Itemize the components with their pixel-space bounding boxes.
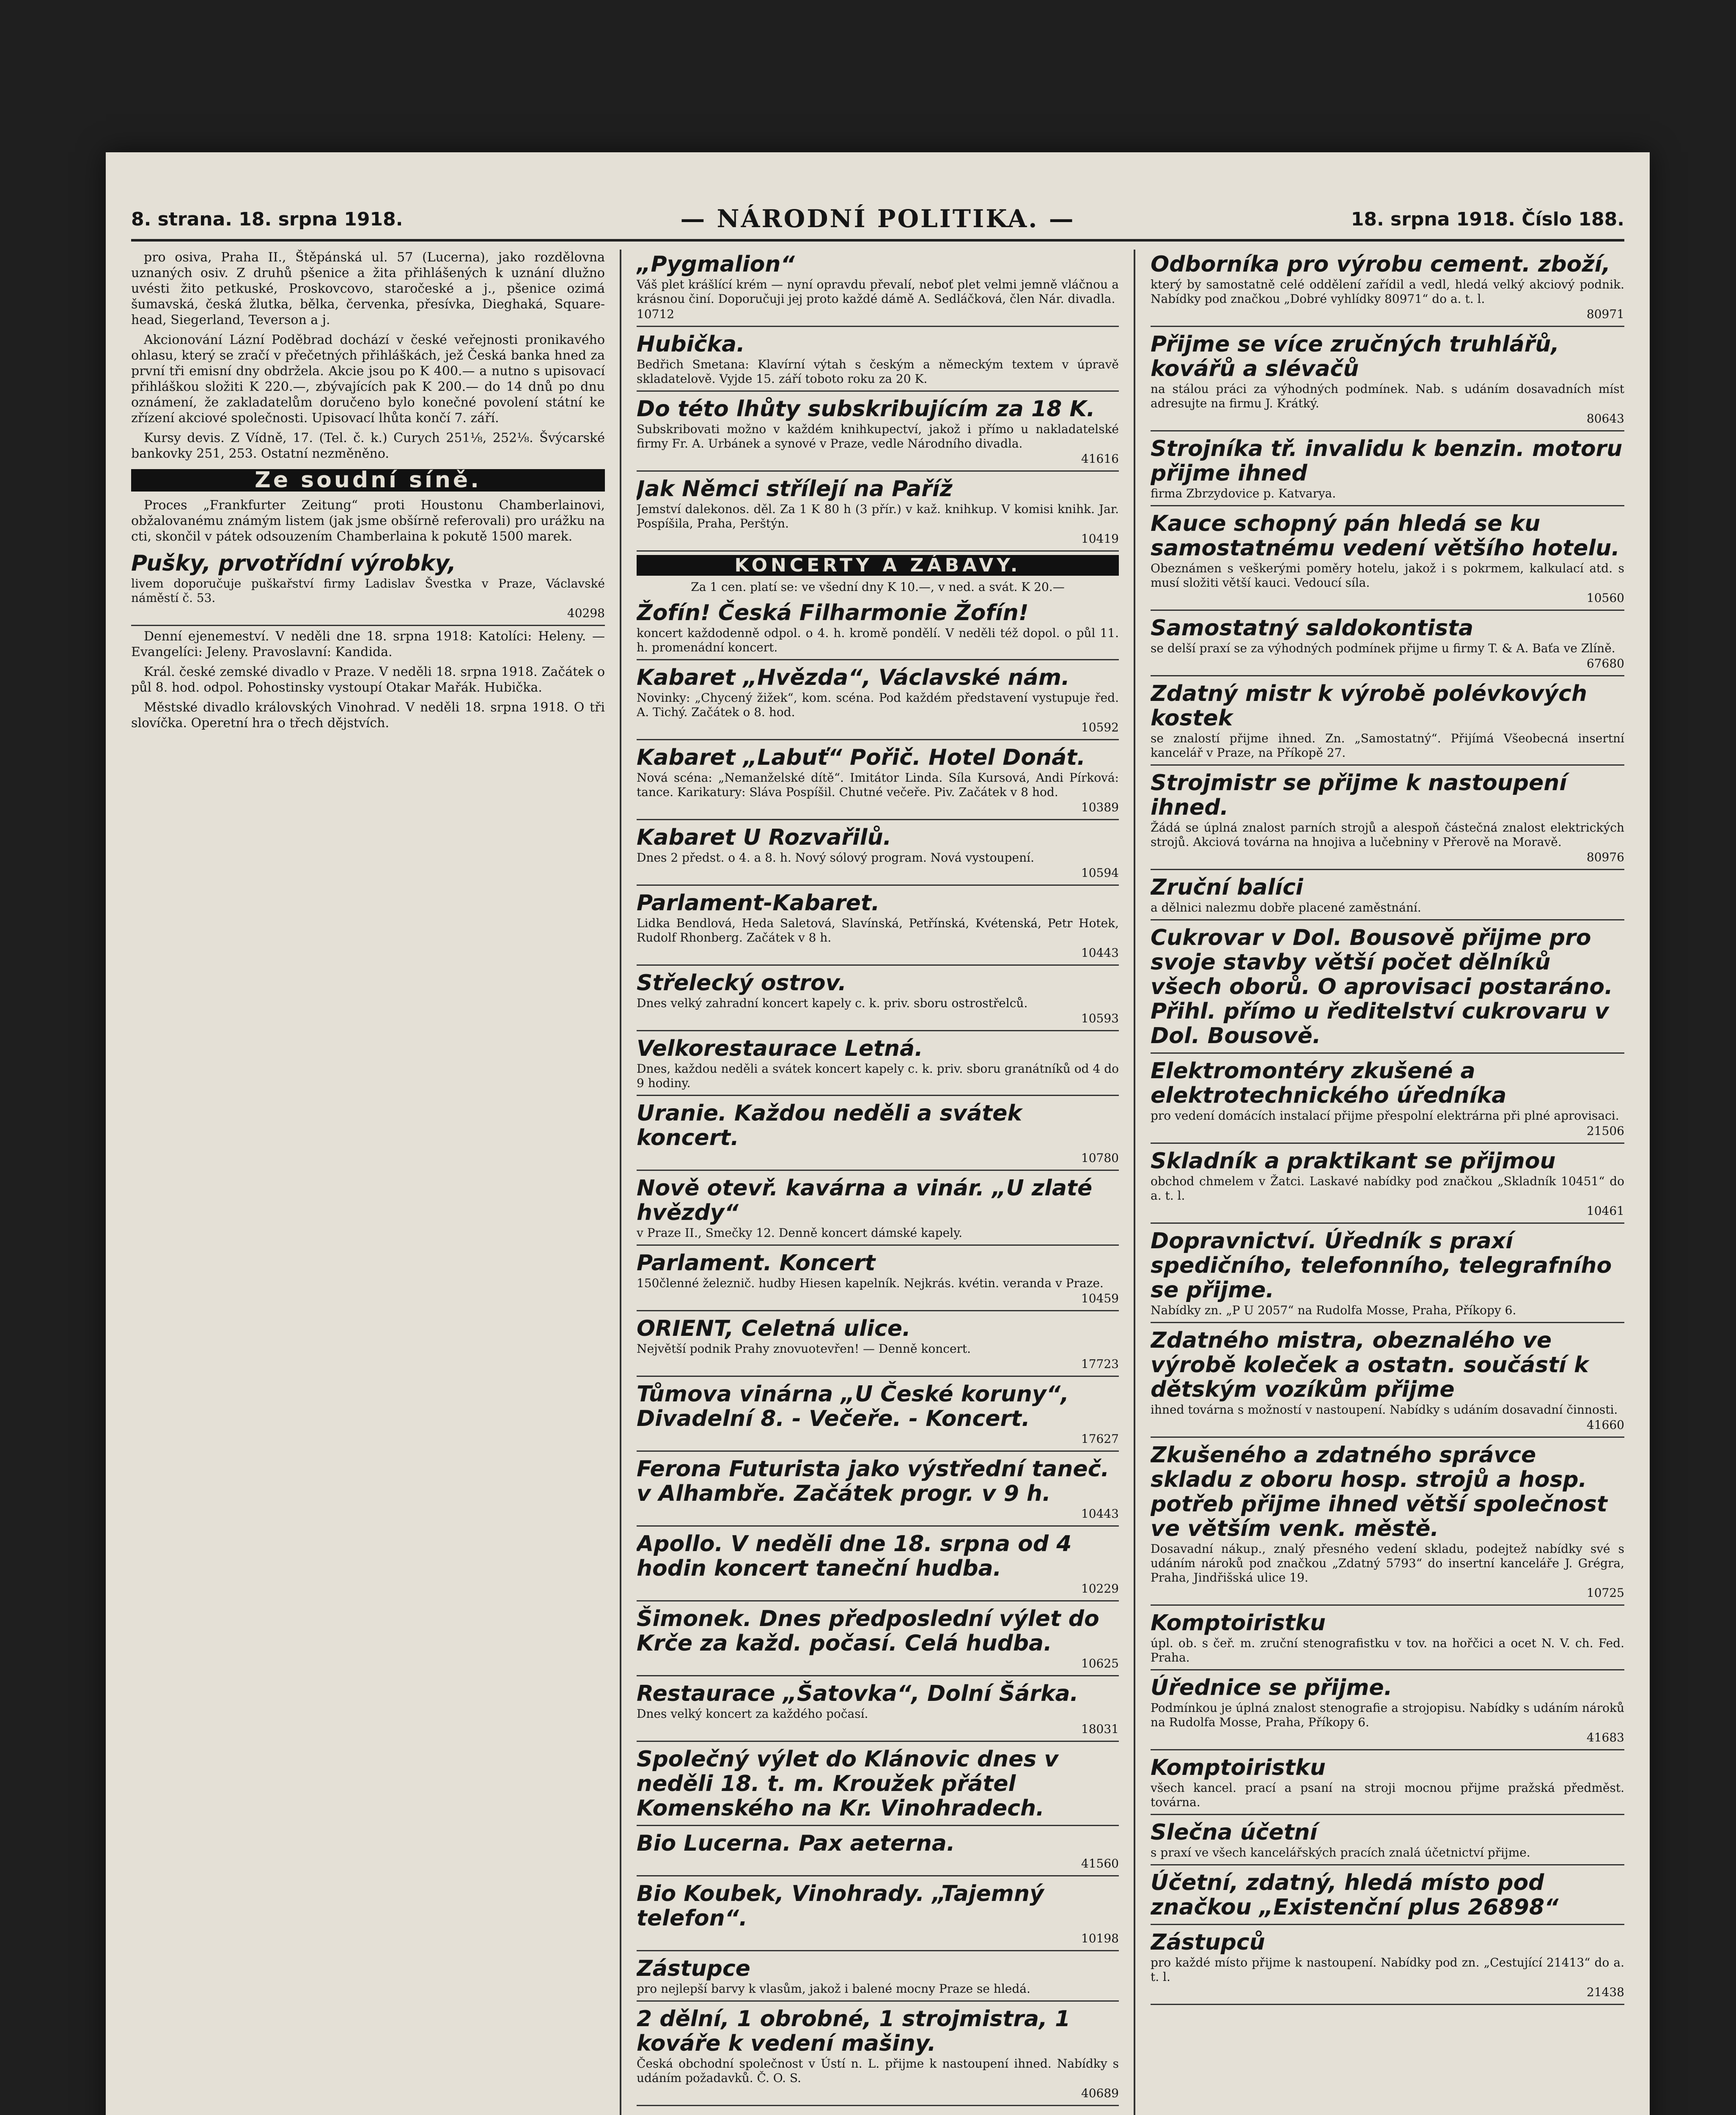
ad-title: Apollo. V neděli dne 18. srpna od 4 hodin koncert taneční hudba. [637,1531,1072,1581]
advertisement [1151,613,1624,676]
ad-code: 10780 [1081,1151,1119,1165]
advertisement [1151,923,1624,1054]
advertisement [1151,1326,1624,1438]
ad-title: Slečna účetní [1151,1820,1318,1845]
advertisement [1151,1146,1624,1224]
advertisement [637,1173,1119,1246]
ad-code: 67680 [1586,656,1624,670]
advertisement [1151,1818,1624,1865]
ad-code: 10712 [637,307,675,321]
ad-body: Novinky: „Chycený žižek“, kom. scéna. Pod každém představení vystupuje řed. A. Tichý. Začátek o 8. hod. [637,691,1119,719]
advertisement [637,1314,1119,1377]
ad-title: Parlament-Kabaret. [637,890,880,916]
ad-title: Šimonek. Dnes předposlední výlet do Krče za každ. počasí. Celá hudba. [637,1606,1099,1656]
advertisement [637,1454,1119,1527]
ad-code: 80643 [1586,412,1624,426]
ad-body: se znalostí přijme ihned. Zn. „Samostatný“. Přijímá Všeobecná insertní kancelář v Praze, na Příkopě 27. [1151,731,1624,760]
advertisement [637,1744,1119,1826]
ad-code: 41560 [1081,1857,1119,1871]
ad-title: Zástupce [637,1956,750,1981]
advertisement [131,549,605,626]
ad-body: Obeznámen s veškerými poměry hotelu, jakož i s pokrmem, kalkulací atd. s musí složiti větší kauci. Vedoucí síla. [1151,561,1624,590]
ad-body: livem doporučuje puškařství firmy Ladislav Švestka v Praze, Václavské náměstí č. 53. [131,577,605,605]
advertisement [637,1879,1119,1951]
ad-body: Dosavadní nákup., znalý přesného vedení skladu, podejtež nabídky své s udáním nároků pod značkou „Zdatný 5793“ do insertní kanceláře J. Grégra, Praha, Jindřišská ulice 19. [1151,1542,1624,1585]
advertisement [1151,250,1624,327]
ad-title: 2 dělní, 1 obrobné, 1 strojmistra, 1 kováře k vedení mašiny. [637,2006,1071,2056]
ad-title: „Pygmalion“ [637,252,795,277]
ad-body: 150členné železnič. hudby Hiesen kapelník. Nejkrás. kvétin. veranda v Praze. [637,1276,1104,1290]
ad-title: Zkušeného a zdatného správce skladu z oboru hosp. strojů a hosp. potřeb přijme ihned větší společnost ve větším venk. městě. [1151,1442,1607,1541]
column-2 [637,250,1119,2115]
ad-title: Jak Němci střílejí na Paříž [637,476,953,502]
ad-code: 10593 [1081,1011,1119,1025]
ad-code: 10389 [1081,800,1119,814]
ad-body: Nová scéna: „Nemanželské dítě“. Imitátor Linda. Síla Kursová, Andi Pírková: tance. Karikatury: Sláva Pospíšil. Chutné večeře. Piv. Začátek v 8 hod. [637,771,1119,799]
ad-title: Skladník a praktikant se přijmou [1151,1148,1556,1174]
ad-title: Účetní, zdatný, hledá místo pod značkou „Existenční plus 26898“ [1151,1870,1559,1920]
ad-title: Zdatný mistr k výrobě polévkových kostek [1151,681,1587,731]
ad-title: Strojmistr se přijme k nastoupení ihned. [1151,770,1567,820]
rate-note: Za 1 cen. platí se: ve všední dny K 10.—, v ned. a svát. K 20.— [691,580,1065,594]
ad-body: pro každé místo přijme k nastoupení. Nabídky pod zn. „Cestující 21413“ do a. t. l. [1151,1956,1624,1984]
ad-title: Komptoiristku [1151,1755,1326,1780]
advertisement [637,2004,1119,2106]
ad-title: Bio Koubek, Vinohrady. „Tajemný telefon“. [637,1881,1044,1931]
ad-code: 80971 [1586,307,1624,321]
ad-title: Parlament. Koncert [637,1250,876,1276]
ad-body: Podmínkou je úplná znalost stenografie a strojopisu. Nabídky s udáním nároků na Rudolfa Mosse, Praha, Příkopy 6. [1151,1701,1624,1729]
advertisement [637,663,1119,740]
ad-body: koncert každodenně odpol. o 4. h. kromě pondělí. V neděli též dopol. o půl 11. h. promenádní koncert. [637,626,1119,654]
ad-title: Kabaret U Rozvařilů. [637,825,892,850]
ad-title: Kabaret „Hvězda“, Václavské nám. [637,665,1070,690]
ad-body: ihned továrna s možností v nastoupení. Nabídky s udáním dosavadní činnosti. [1151,1403,1618,1417]
section-band: KONCERTY A ZÁBAVY. [637,555,1119,576]
ad-code: 10459 [1081,1291,1119,1305]
advertisement [637,1604,1119,1676]
column-3 [1151,250,1624,2115]
column-divider [620,250,621,2115]
advertisement [1151,1868,1624,1925]
ad-code: 80976 [1586,850,1624,864]
ad-body: Dnes 2 předst. o 4. a 8. h. Nový sólový program. Nová vystoupení. [637,851,1034,865]
ad-body: a dělnici nalezmu dobře placené zaměstnání. [1151,901,1421,915]
ad-code: 10461 [1586,1204,1624,1218]
ad-body: v Praze II., Smečky 12. Denně koncert dámské kapely. [637,1226,963,1240]
ad-body: který by samostatně celé oddělení zařídil a vedl, hledá velký akciový podnik. Nabídky pod značkou „Dobré vyhlídky 80971“ do a. t. l. [1151,277,1624,306]
ad-code: 41616 [1081,452,1119,466]
column-divider [1134,250,1135,2115]
advertisement [1151,1753,1624,1815]
newspaper-page [106,152,1650,2115]
advertisement [637,1529,1119,1601]
ad-body: úpl. ob. s čeř. m. zruční stenografistku v tov. na hořčici a ocet N. V. ch. Fed. Praha. [1151,1636,1624,1665]
advertisement [637,330,1119,392]
article-paragraph: Akcionování Lázní Poděbrad dochází v české veřejnosti pronikavého ohlasu, který se zračí v přečetných přihláškách, jež Česká banka hned za první tři emisní dny obdržela. Akcie jsou po K 400.— a nutno s upisovací přihláškou složiti K 220.—, zbývajících pak K 200.— do 14 dnů po dnu oznámení, že zakladatelům doručeno bylo konečné povolení státní ke zřízení akciové společnosti. Upisovací lhůta končí 7. září. [131,332,605,426]
ad-code: 40689 [1081,2086,1119,2100]
header-page-number: 8. strana. 18. srpna 1918. [131,209,403,230]
advertisement [637,1099,1119,1171]
ad-title: Elektromontéry zkušené a elektrotechnického úředníka [1151,1058,1507,1108]
ad-body: Česká obchodní společnost v Ústí n. L. přijme k nastoupení ihned. Nabídky s udáním požadavků. Č. O. S. [637,2057,1119,2085]
article-paragraph: Denní ejenemeství. V neděli dne 18. srpna 1918: Katolíci: Heleny. — Evangelíci: Jeleny. Pravoslavní: Kandida. [131,629,605,659]
ad-title: Uranie. Každou neděli a svátek koncert. [637,1101,1022,1151]
advertisement [1151,330,1624,431]
ad-body: Lidka Bendlová, Heda Saletová, Slavínská, Petřínská, Kvétenská, Petr Hotek, Rudolf Rhonberg. Začátek v 8 h. [637,916,1119,945]
ad-title: Odborníka pro výrobu cement. zboží, [1151,252,1611,277]
advertisement [637,474,1119,552]
advertisement [637,250,1119,327]
ad-title: Bio Lucerna. Pax aeterna. [637,1831,955,1856]
ad-code: 41660 [1586,1418,1624,1432]
ad-code: 10229 [1081,1582,1119,1596]
ad-title: Nově otevř. kavárna a vinár. „U zlaté hvězdy“ [637,1176,1093,1225]
ad-code: 10443 [1081,1507,1119,1521]
advertisement [637,1679,1119,1742]
ad-code: 17627 [1081,1432,1119,1446]
ad-title: Hubička. [637,332,745,357]
ad-body: všech kancel. prací a psaní na stroji mocnou přijme pražská předměst. továrna. [1151,1781,1624,1809]
ad-body: Největší podnik Prahy znovuotevřen! — Denně koncert. [637,1342,971,1356]
article-paragraph: Městské divadlo královských Vinohrad. V neděli 18. srpna 1918. O tři slovíčka. Operetní hra o třech dějstvích. [131,700,605,731]
ad-body: pro vedení domácích instalací přijme přespolní elektrárna při plné aprovisaci. [1151,1109,1619,1123]
ad-body: pro nejlepší barvy k vlasům, jakož i balené mocny Praze se hledá. [637,1982,1030,1996]
ad-title: Zdatného mistra, obeznalého ve výrobě koleček a ostatn. součástí k dětským vozíkům přijme [1151,1328,1589,1402]
ad-title: Žofín! Česká Filharmonie Žofín! [637,600,1029,626]
ad-code: 21438 [1586,1985,1624,1999]
column-1 [131,250,605,2115]
advertisement [637,1379,1119,1452]
advertisement [1151,1056,1624,1144]
ad-title: Zástupců [1151,1930,1265,1955]
ad-title: Velkorestaurace Letná. [637,1036,923,1061]
ad-body: s praxí ve všech kancelářských pracích znalá účetnictví přijme. [1151,1846,1530,1860]
ad-code: 21506 [1586,1124,1624,1138]
page-header [131,201,1624,242]
ad-body: Váš plet krášlící krém — nyní opravdu převalí, neboť plet velmi jemně vláčnou a krásnou činí. Doporučuji jej proto každé dámě A. Sedláčková, člen Nár. divadla. [637,277,1119,306]
ad-body: Subskribovati možno v každém knihkupectví, jakož i přímo u nakladatelské firmy Fr. A. Urbánek a synové v Praze, vedle Národního divadla. [637,422,1119,450]
ad-title: Ferona Futurista jako výstřední taneč. v Alhambře. Začátek progr. v 9 h. [637,1456,1110,1506]
advertisement [637,888,1119,966]
ad-title: Úřednice se přijme. [1151,1675,1393,1700]
ad-code: 18031 [1081,1722,1119,1736]
article-paragraph: Král. české zemské divadlo v Praze. V neděli 18. srpna 1918. Začátek o půl 8. hod. odpol. Pohostinsky vystoupí Otakar Mařák. Hubička. [131,665,605,695]
ad-title: Pušky, prvotřídní výrobky, [131,551,456,576]
article-paragraph: pro osiva, Praha II., Štěpánská ul. 57 (Lucerna), jako rozdělovna uznaných osiv. Z druhů pšenice a žita přihlášených k uznání dlužno uvésti žito petkuské, Proskovcovo, staročeské a j., pšenice ozimá šumavská, česká žlutka, bělka, červenka, přesívka, Dieghaká, Square-head, Siegerland, Teverson a j. [131,250,605,327]
ad-body: firma Zbrzydovice p. Katvarya. [1151,486,1336,500]
ad-code: 17723 [1081,1357,1119,1371]
advertisement [1151,1440,1624,1606]
advertisement [1151,1673,1624,1750]
ad-title: Komptoiristku [1151,1610,1326,1636]
advertisement [1151,679,1624,766]
ad-body: obchod chmelem v Žatci. Laskavé nabídky pod značkou „Skladník 10451“ do a. t. l. [1151,1174,1624,1203]
advertisement [1151,1928,1624,2005]
masthead: — NÁRODNÍ POLITIKA. — [680,204,1075,233]
advertisement [1151,1226,1624,1323]
ad-title: Přijme se více zručných truhlářů, kovářů a slévačů [1151,332,1560,382]
header-issue: 18. srpna 1918. Číslo 188. [1351,209,1624,230]
advertisement [637,394,1119,472]
ad-code: 40298 [567,606,605,620]
ad-body: Dnes velký koncert za každého počasí. [637,1707,868,1721]
advertisement [637,743,1119,820]
advertisement [1151,768,1624,870]
ad-title: Cukrovar v Dol. Bousově přijme pro svoje stavby větší počet dělníků všech oborů. O aprovisaci postaráno. Přihl. přímo u ředitelství cukrovaru v Dol. Bousově. [1151,925,1613,1049]
ad-title: Kabaret „Labuť“ Pořič. Hotel Donát. [637,745,1085,770]
ad-code: 10198 [1081,1931,1119,1945]
section-heading: Ze soudní síně. [131,469,605,492]
ad-code: 10560 [1586,591,1624,605]
ad-title: Dopravnictví. Úředník s praxí spedičního, telefonního, telegrafního se přijme. [1151,1228,1612,1303]
ad-title: Restaurace „Šatovka“, Dolní Šárka. [637,1681,1079,1706]
ad-body: Žádá se úplná znalost parních strojů a alespoň částečná znalost elektrických strojů. Akciová továrna na hnojiva a lučebniny v Přerově na Moravě. [1151,821,1624,849]
ad-body: Dnes, každou neděli a svátek koncert kapely c. k. priv. sboru granátníků od 4 do 9 hodiny. [637,1062,1119,1090]
advertisement [1151,1608,1624,1670]
ad-title: Tůmova vinárna „U České koruny“, Divadelní 8. - Večeře. - Koncert. [637,1382,1069,1431]
advertisement [637,1954,1119,2002]
ad-code: 10592 [1081,720,1119,734]
advertisement [637,823,1119,886]
ad-body: Bedřich Smetana: Klavírní výtah s českým a německým textem v úpravě skladatelově. Vyjde 15. září toboto roku za 20 K. [637,357,1119,386]
advertisement [637,1248,1119,1311]
ad-title: Kauce schopný pán hledá se ku samostatnému vedení většího hotelu. [1151,511,1620,561]
ad-title: Společný výlet do Klánovic dnes v neděli 18. t. m. Kroužek přátel Komenského na Kr. Vinohradech. [637,1747,1059,1821]
ad-body: se delší praxí se za výhodných podmínek přijme u firmy T. & A. Baťa ve Zlíně. [1151,641,1615,655]
ad-body: na stálou práci za výhodných podmínek. Nab. s udáním dosavadních míst adresujte na firmu J. Krátký. [1151,382,1624,410]
ad-body: Nabídky zn. „P U 2057“ na Rudolfa Mosse, Praha, Příkopy 6. [1151,1303,1516,1317]
article-paragraph: Proces „Frankfurter Zeitung“ proti Houstonu Chamberlainovi, obžalovanému známým listem (jak jsme obšírně referovali) pro urážku na cti, skončil v pátek odsouzením Chamberlaina k pokutě 1500 marek. [131,498,605,544]
advertisement [637,1034,1119,1096]
ad-code: 41683 [1586,1730,1624,1744]
ad-code: 10594 [1081,866,1119,880]
ad-title: Střelecký ostrov. [637,970,847,996]
ad-code: 10625 [1081,1656,1119,1670]
ad-code: 10419 [1081,532,1119,546]
ad-code: 10443 [1081,946,1119,960]
advertisement [637,968,1119,1031]
ad-body: Dnes velký zahradní koncert kapely c. k. priv. sboru ostrostřelců. [637,996,1028,1010]
advertisement [1151,873,1624,920]
ad-title: ORIENT, Celetná ulice. [637,1316,911,1341]
ad-code: 10725 [1586,1586,1624,1600]
advertisement [1151,509,1624,611]
ad-title: Zruční balíci [1151,875,1303,900]
advertisement [637,1829,1119,1876]
advertisement [637,598,1119,660]
ad-body: Jemství dalekonos. děl. Za 1 K 80 h (3 přír.) v kaž. knihkup. V komisi knihk. Jar. Pospíšila, Praha, Perštýn. [637,502,1119,530]
advertisement [1151,434,1624,506]
ad-title: Samostatný saldokontista [1151,615,1474,641]
ad-title: Do této lhůty subskribujícím za 18 K. [637,396,1095,422]
ad-title: Strojníka tř. invalidu k benzin. motoru přijme ihned [1151,436,1623,486]
article-paragraph: Kursy devis. Z Vídně, 17. (Tel. č. k.) Curych 251⅛, 252⅛. Švýcarské bankovky 251, 253. Ostatní nezměněno. [131,431,605,461]
